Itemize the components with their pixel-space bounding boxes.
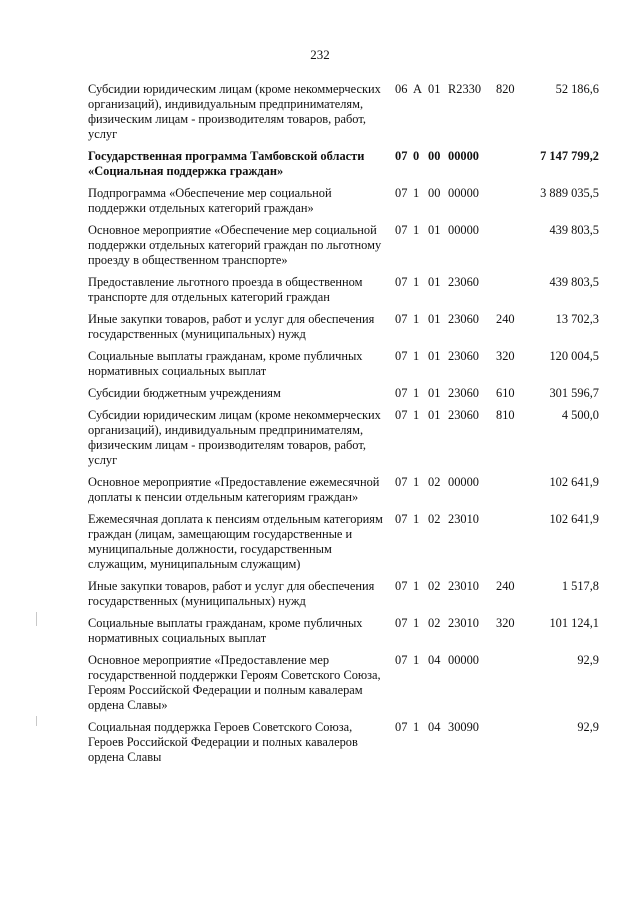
- code-direction: 00000: [448, 653, 479, 667]
- amount: 301 596,7: [549, 386, 599, 400]
- expense-type: 320: [496, 349, 515, 363]
- expense-type: 810: [496, 408, 515, 422]
- code-event: 01: [428, 82, 441, 96]
- code-direction: 23010: [448, 579, 479, 593]
- code-subprogram: 1: [413, 186, 420, 200]
- amount: 101 124,1: [549, 616, 599, 630]
- page-number: 232: [310, 47, 330, 62]
- code-direction: 23060: [448, 349, 479, 363]
- amount: 102 641,9: [549, 512, 599, 526]
- row-name: Подпрограмма «Обеспечение мер социальной поддержки отдельных категорий граждан»: [88, 186, 332, 215]
- code-subprogram: 1: [413, 720, 420, 734]
- budget-table: [0, 82, 640, 772]
- code-program: 07: [395, 408, 408, 422]
- code-subprogram: 1: [413, 616, 420, 630]
- code-subprogram: 1: [413, 408, 420, 422]
- table-row: [0, 720, 640, 765]
- code-event: 01: [428, 223, 441, 237]
- table-row: [0, 616, 640, 646]
- code-program: 07: [395, 186, 408, 200]
- table-row: [0, 408, 640, 468]
- table-row: [0, 149, 640, 179]
- row-name: Социальные выплаты гражданам, кроме публичных нормативных социальных выплат: [88, 616, 363, 645]
- amount: 439 803,5: [549, 275, 599, 289]
- code-program: 07: [395, 616, 408, 630]
- code-direction: 00000: [448, 186, 479, 200]
- code-direction: 00000: [448, 149, 479, 163]
- code-direction: 00000: [448, 475, 479, 489]
- code-program: 07: [395, 312, 408, 326]
- amount: 120 004,5: [549, 349, 599, 363]
- code-direction: 00000: [448, 223, 479, 237]
- table-row: [0, 349, 640, 379]
- code-direction: 30090: [448, 720, 479, 734]
- amount: 1 517,8: [561, 579, 599, 593]
- code-event: 00: [428, 149, 441, 163]
- row-name: Социальные выплаты гражданам, кроме публичных нормативных социальных выплат: [88, 349, 363, 378]
- code-program: 07: [395, 223, 408, 237]
- code-event: 02: [428, 475, 441, 489]
- row-name: Основное мероприятие «Предоставление мер государственной поддержки Героям Советского Союза, Героям Российской Федерации и полным кавалерам ордена Славы»: [88, 653, 381, 712]
- expense-type: 240: [496, 312, 515, 326]
- row-name: Субсидии юридическим лицам (кроме некоммерческих организаций), индивидуальным предпринимателям, физическим лицам - производителям товаров, работ, услуг: [88, 82, 381, 141]
- code-event: 01: [428, 386, 441, 400]
- amount: 52 186,6: [555, 82, 599, 96]
- code-subprogram: 1: [413, 579, 420, 593]
- code-subprogram: 1: [413, 475, 420, 489]
- code-event: 02: [428, 579, 441, 593]
- code-subprogram: 1: [413, 512, 420, 526]
- code-event: 00: [428, 186, 441, 200]
- row-name: Иные закупки товаров, работ и услуг для обеспечения государственных (муниципальных) нужд: [88, 579, 375, 608]
- code-event: 02: [428, 616, 441, 630]
- row-name: Предоставление льготного проезда в общественном транспорте для отдельных категорий граждан: [88, 275, 363, 304]
- code-program: 07: [395, 275, 408, 289]
- amount: 7 147 799,2: [540, 149, 599, 163]
- row-name: Основное мероприятие «Предоставление ежемесячной доплаты к пенсии отдельным категориям граждан»: [88, 475, 380, 504]
- code-direction: 23060: [448, 386, 479, 400]
- code-direction: R2330: [448, 82, 482, 96]
- amount: 4 500,0: [561, 408, 599, 422]
- code-program: 07: [395, 386, 408, 400]
- code-subprogram: 0: [413, 149, 420, 163]
- code-direction: 23010: [448, 512, 479, 526]
- code-subprogram: 1: [413, 386, 420, 400]
- code-direction: 23010: [448, 616, 479, 630]
- code-program: 07: [395, 512, 408, 526]
- code-program: 07: [395, 653, 408, 667]
- row-name: Субсидии юридическим лицам (кроме некоммерческих организаций), индивидуальным предпринимателям, физическим лицам - производителям товаров, работ, услуг: [88, 408, 381, 467]
- amount: 102 641,9: [549, 475, 599, 489]
- code-event: 04: [428, 653, 441, 667]
- table-row: [0, 186, 640, 216]
- code-program: 07: [395, 149, 408, 163]
- row-name: Иные закупки товаров, работ и услуг для обеспечения государственных (муниципальных) нужд: [88, 312, 375, 341]
- table-row: [0, 386, 640, 401]
- table-row: [0, 312, 640, 342]
- code-event: 01: [428, 275, 441, 289]
- code-event: 02: [428, 512, 441, 526]
- amount: 439 803,5: [549, 223, 599, 237]
- row-name: Социальная поддержка Героев Советского Союза, Героев Российской Федерации и полных кавалеров ордена Славы: [88, 720, 358, 764]
- row-name: Основное мероприятие «Обеспечение мер социальной поддержки отдельных категорий граждан по льготному проезду в общественном транспорте»: [88, 223, 382, 267]
- code-direction: 23060: [448, 275, 479, 289]
- row-name: Государственная программа Тамбовской области «Социальная поддержка граждан»: [88, 149, 365, 178]
- code-subprogram: 1: [413, 223, 420, 237]
- code-direction: 23060: [448, 312, 479, 326]
- code-subprogram: А: [413, 82, 422, 96]
- code-program: 06: [395, 82, 408, 96]
- table-row: [0, 223, 640, 268]
- table-row: [0, 82, 640, 142]
- table-row: [0, 275, 640, 305]
- expense-type: 820: [496, 82, 515, 96]
- row-name: Субсидии бюджетным учреждениям: [88, 386, 281, 400]
- amount: 92,9: [577, 720, 599, 734]
- code-program: 07: [395, 349, 408, 363]
- expense-type: 610: [496, 386, 515, 400]
- amount: 13 702,3: [555, 312, 599, 326]
- code-subprogram: 1: [413, 312, 420, 326]
- table-row: [0, 653, 640, 713]
- code-event: 01: [428, 312, 441, 326]
- amount: 92,9: [577, 653, 599, 667]
- table-row: [0, 579, 640, 609]
- code-program: 07: [395, 579, 408, 593]
- expense-type: 320: [496, 616, 515, 630]
- code-subprogram: 1: [413, 349, 420, 363]
- code-program: 07: [395, 475, 408, 489]
- row-name: Ежемесячная доплата к пенсиям отдельным категориям граждан (лицам, замещающим государственные и муниципальные должности, государственным служащим, муниципальным служащим): [88, 512, 383, 571]
- code-subprogram: 1: [413, 653, 420, 667]
- code-direction: 23060: [448, 408, 479, 422]
- code-subprogram: 1: [413, 275, 420, 289]
- table-row: [0, 475, 640, 505]
- table-row: [0, 512, 640, 572]
- amount: 3 889 035,5: [540, 186, 599, 200]
- expense-type: 240: [496, 579, 515, 593]
- code-event: 01: [428, 349, 441, 363]
- code-event: 04: [428, 720, 441, 734]
- code-program: 07: [395, 720, 408, 734]
- code-event: 01: [428, 408, 441, 422]
